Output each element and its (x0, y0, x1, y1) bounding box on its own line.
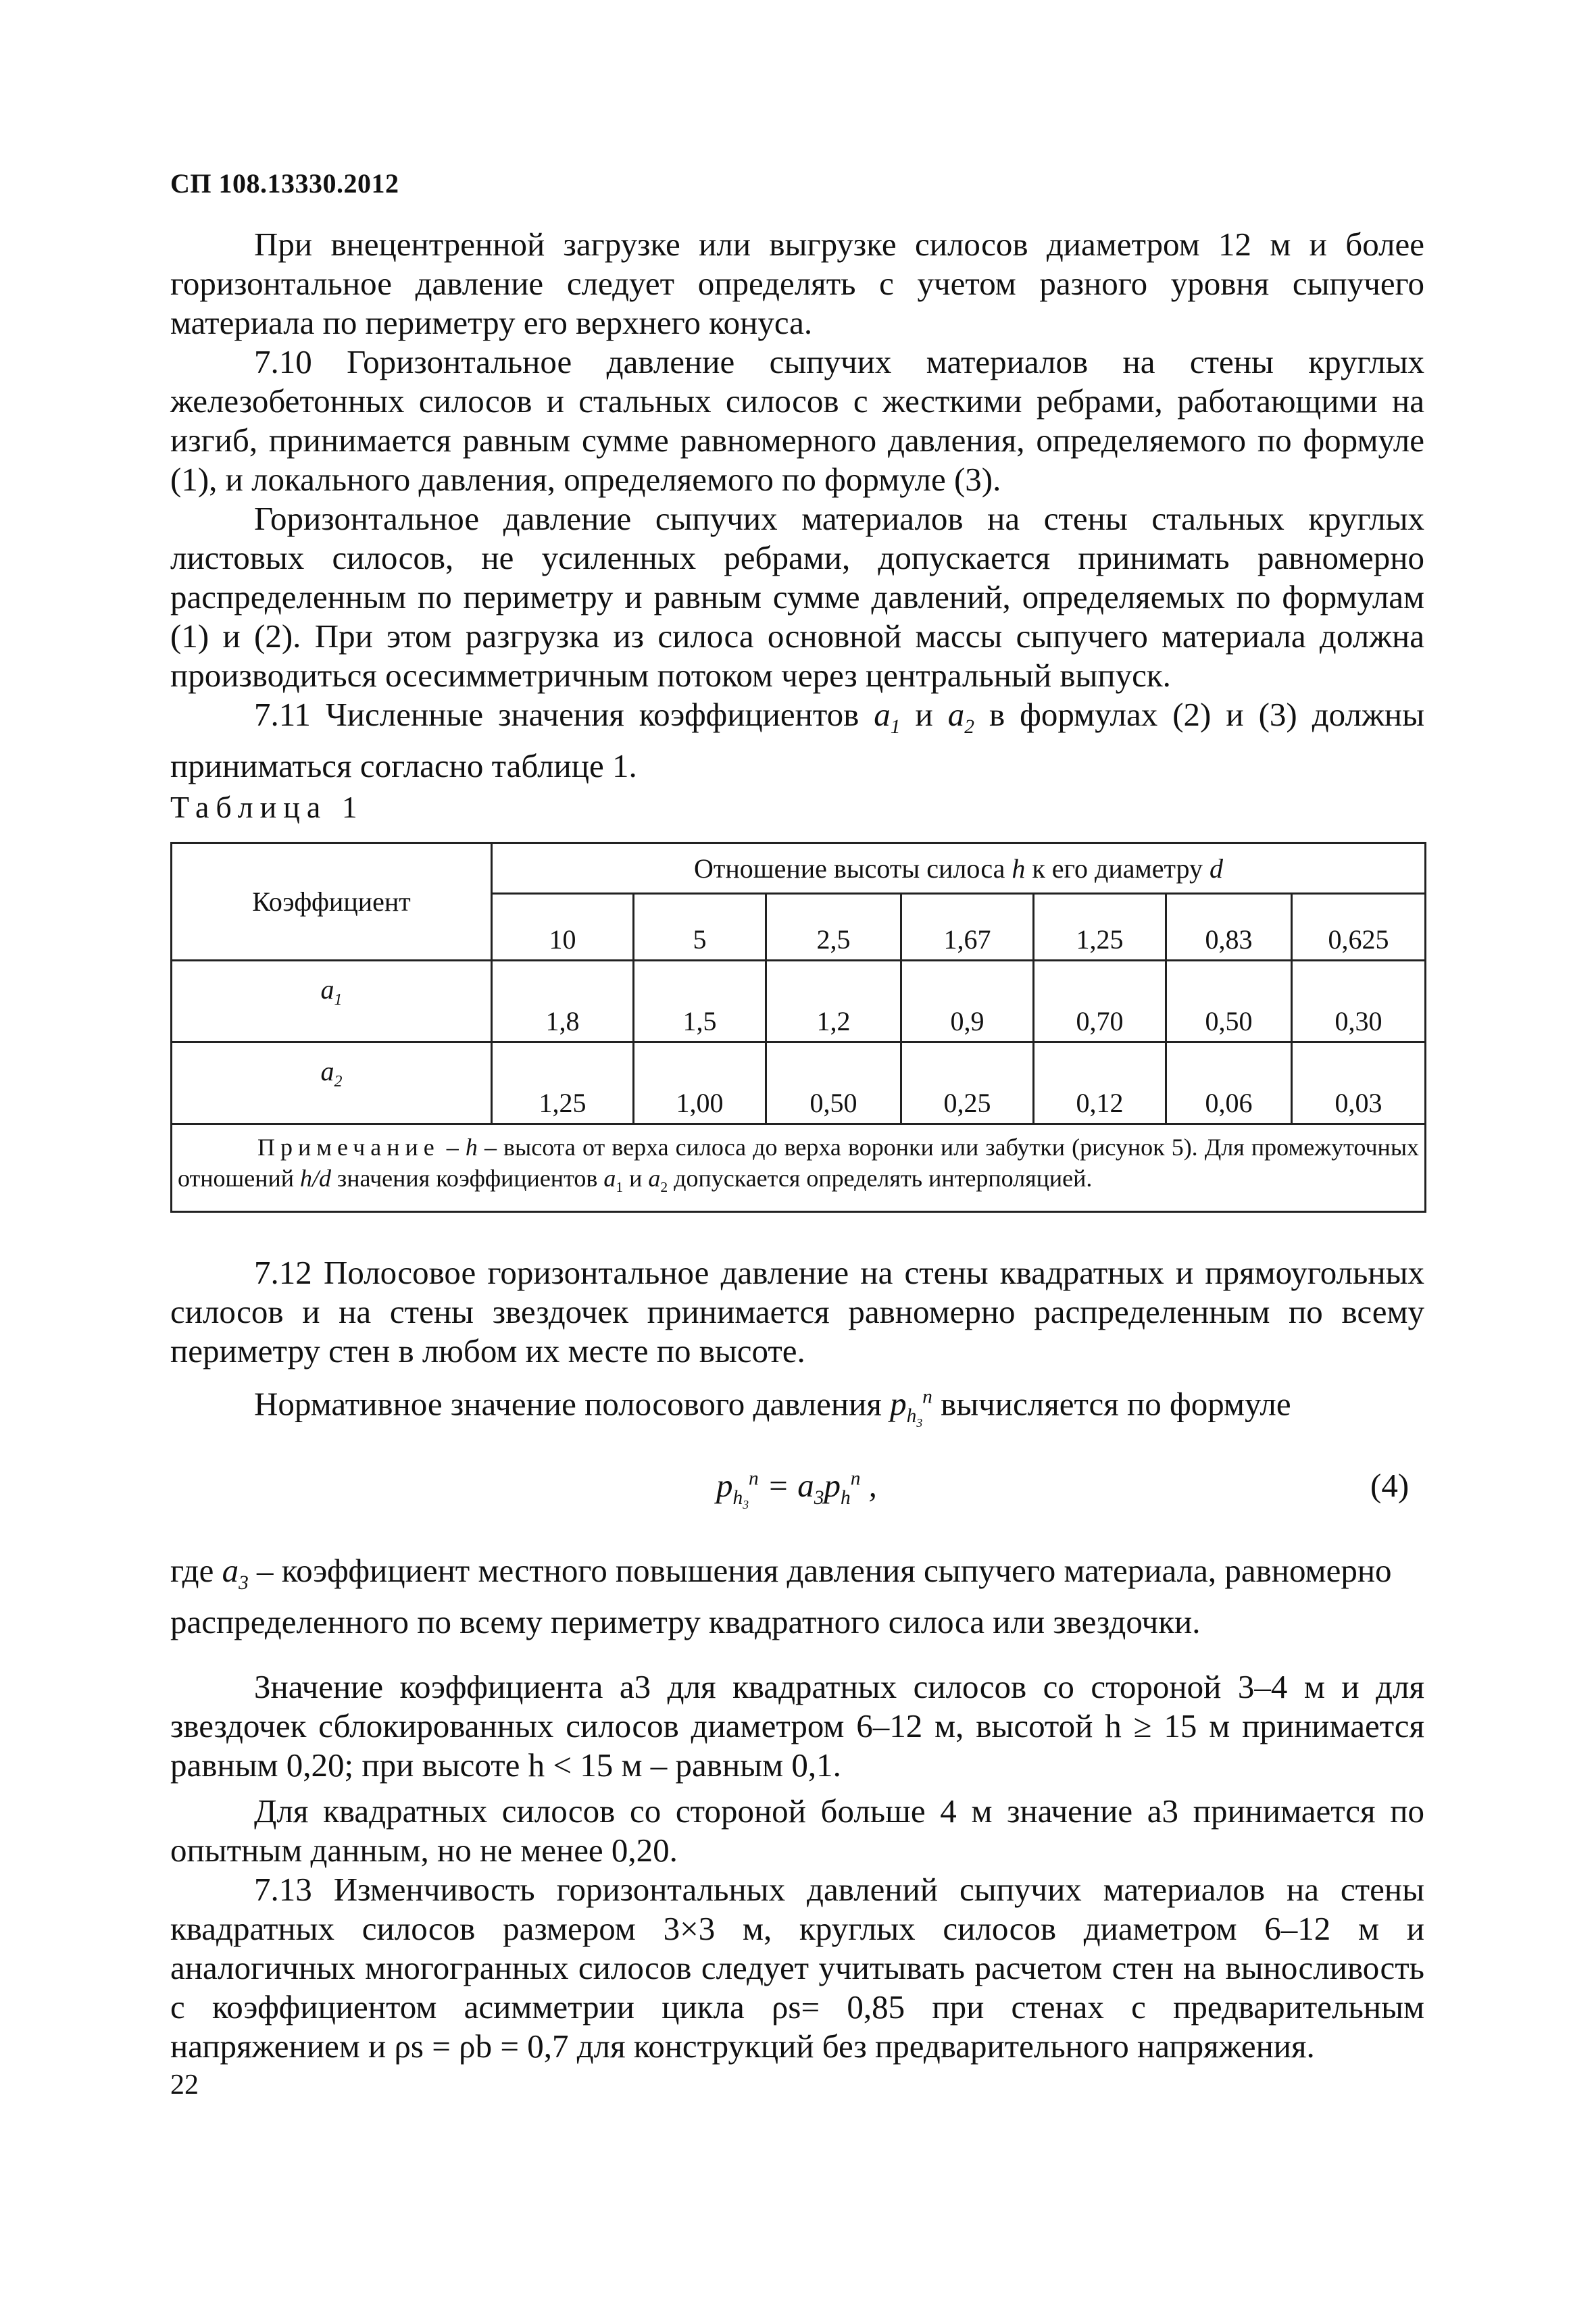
value-cell: 1,00 (634, 1042, 766, 1124)
where-definition: – коэффициент местного повышения давления сыпучего материала, равномерно распределенного по всему периметру квадратного силоса или звездочки. (170, 1552, 1392, 1640)
ratio-cell: 0,625 (1292, 894, 1426, 961)
symbol-a1: $a_1$ (874, 696, 901, 738)
value-cell: 0,70 (1034, 961, 1166, 1042)
ratio-cell: 0,83 (1166, 894, 1292, 961)
symbol-a3: $a_3$ (222, 1552, 249, 1594)
formula-4: $p_{h_3}^n = a_3p_h^n$ , (716, 1467, 877, 1511)
table-row-a1 (172, 961, 1426, 1042)
document-code-header: СП 108.13330.2012 (170, 168, 399, 199)
ratio-cell: 10 (492, 894, 634, 961)
paragraph-eccentric-loading: При внецентренной загрузке или выгрузке силосов диаметром 12 м и более горизонтальное давление следует определять с учетом разного уровня сыпучего материала по периметру его верхнего конуса. (170, 226, 1424, 341)
paragraph-large-square-silos: Для квадратных силосов со стороной больше 4 м значение a3 принимается по опытным данным, но не менее 0,20. (170, 1792, 1424, 1869)
ratio-cell: 5 (634, 894, 766, 961)
paragraph-steel-silos: Горизонтальное давление сыпучих материалов на стены стальных круглых листовых силосов, не усиленных ребрами, допускается принимать равномерно распределенным по периметру и равным сумме давлений, определяемых по формулам (1) и (2). При этом разгрузка из силоса основной массы сыпучего материала должна производиться осесимметричным потоком через центральный выпуск. (170, 500, 1424, 694)
value-cell: 1,2 (766, 961, 901, 1042)
where-word: где (170, 1552, 214, 1589)
value-cell: 0,25 (901, 1042, 1034, 1124)
paragraph-7-11-start: 7.11 Численные значения коэффициентов (254, 696, 859, 733)
ratio-cell: 1,67 (901, 894, 1034, 961)
value-cell: 0,03 (1292, 1042, 1426, 1124)
value-cell: 0,50 (1166, 961, 1292, 1042)
body-block-2 (170, 1253, 1424, 1442)
value-cell: 0,9 (901, 961, 1034, 1042)
paragraph-normative-value (170, 1378, 1424, 1442)
value-cell: 1,5 (634, 961, 766, 1042)
ratio-cell: 1,25 (1034, 894, 1166, 961)
paragraph-7-10: 7.10 Горизонтальное давление сыпучих материалов на стены круглых железобетонных силосов и стальных силосов с жесткими ребрами, работающими на изгиб, принимается равным сумме равномерного давления, определяемого по формуле (1), и локального давления, определяемого по формуле (3). (170, 343, 1424, 498)
normative-value-start: Нормативное значение полосового давления (254, 1385, 882, 1423)
symbol-a2: $a_2$ (947, 696, 974, 738)
coefficient-table (170, 842, 1426, 1213)
value-cell: 0,06 (1166, 1042, 1292, 1124)
value-cell: 1,8 (492, 961, 634, 1042)
row-label-a1: $a_1$ (172, 961, 492, 1042)
ratio-cell: 2,5 (766, 894, 901, 961)
table-row-a2 (172, 1042, 1426, 1124)
normative-value-end: вычисляется по формуле (941, 1385, 1291, 1423)
table-caption: Таблица 1 (170, 790, 364, 824)
value-cell: 0,30 (1292, 961, 1426, 1042)
formula-number: (4) (1370, 1467, 1410, 1504)
where-clause (170, 1551, 1424, 1642)
header-coefficient: Коэффициент (172, 843, 492, 961)
paragraph-7-11-end: в формулах (2) и (3) должны приниматься согласно таблице 1. (170, 696, 1424, 784)
value-cell: 0,50 (766, 1042, 901, 1124)
body-block-3 (170, 1667, 1424, 2066)
table-note: Примечание – h – высота от верха силоса до верха воронки или забутки (рисунок 5). Для промежуточных отношений h/d значения коэффициентов $a_1$ и $a_2$ допускается определять интерполяцией. (172, 1124, 1426, 1212)
page-number: 22 (170, 2069, 199, 2101)
symbol-ph3n: $p_{h_3}^n$ (890, 1385, 932, 1430)
paragraph-7-12: 7.12 Полосовое горизонтальное давление на стены квадратных и прямоугольных силосов и на стены звездочек принимается равномерно распределенным по всему периметру стен в любом их месте по высоте. (170, 1254, 1424, 1369)
paragraph-a3-value: Значение коэффициента a3 для квадратных силосов со стороной 3–4 м и для звездочек сблокированных силосов диаметром 6–12 м, высотой h ≥ 15 м принимается равным 0,20; при высоте h < 15 м – равным 0,1. (170, 1668, 1424, 1784)
value-cell: 0,12 (1034, 1042, 1166, 1124)
note-label: Примечание (257, 1134, 440, 1161)
value-cell: 1,25 (492, 1042, 634, 1124)
body-block-1 (170, 225, 1424, 786)
paragraph-7-13: 7.13 Изменчивость горизонтальных давлений сыпучих материалов на стены квадратных силосов размером 3×3 м, круглых силосов диаметром 6–12 м и аналогичных многогранных силосов следует учитывать расчетом стен на выносливость с коэффициентом асимметрии цикла ρs= 0,85 при стенах с предварительным напряжением и ρs = ρb = 0,7 для конструкций без предварительного напряжения. (170, 1871, 1424, 2065)
row-label-a2: $a_2$ (172, 1042, 492, 1124)
paragraph-7-11: 7.11 Численные значения коэффициентов $a_1$ и $a_2$ в формулах (2) и (3) должны приниматься согласно таблице 1. (170, 696, 1424, 784)
header-ratio-group: Отношение высоты силоса h к его диаметру d (492, 843, 1426, 894)
